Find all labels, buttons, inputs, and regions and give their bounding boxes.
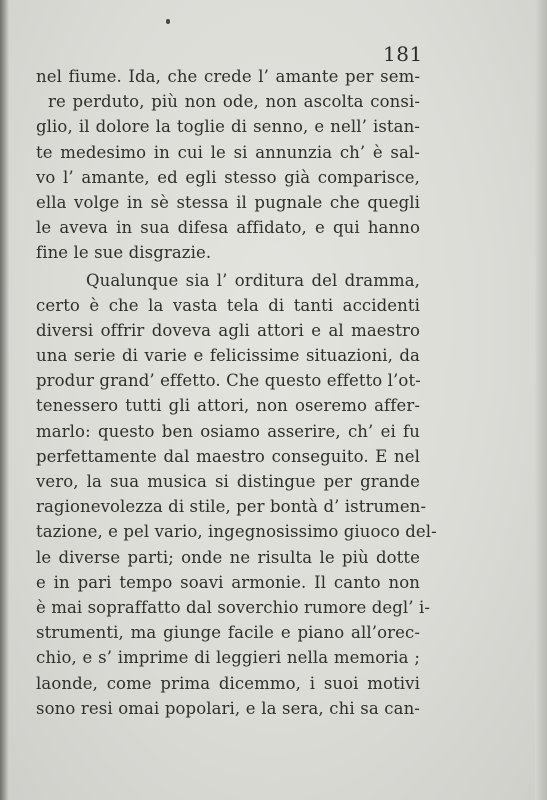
text-line: vero, la sua musica si distingue per grande [36, 472, 420, 491]
text-line: e in pari tempo soavi armonie. Il canto non [36, 572, 420, 592]
text-line: ella volge in sè stessa il pugnale che quegli [36, 192, 420, 212]
text-line: diversi offrir doveva agli attori e al maestro [36, 320, 420, 340]
text-line: glio, il dolore la toglie di senno, e nell’ istan- [36, 117, 420, 137]
page-number: 181 [383, 42, 423, 66]
text-line: è mai sopraffatto dal soverchio rumore degl’ i- [36, 597, 431, 617]
text-line: fine le sue disgrazie. [36, 243, 212, 263]
text-line: laonde, come prima dicemmo, i suoi motivi [36, 673, 420, 693]
text-line: produr grand’ effetto. Che questo effetto l’ot- [36, 371, 421, 391]
text-line: marlo: questo ben osiamo asserire, ch’ ei fu [36, 421, 420, 441]
text-line: ragionevolezza di stile, per bontà d’ istrumen- [36, 497, 427, 517]
text-line: re perduto, più non ode, non ascolta consi- [48, 92, 420, 112]
page-binding-shadow [0, 0, 9, 800]
text-line: vo l’ amante, ed egli stesso già comparisce, [36, 167, 420, 187]
text-line: tazione, e pel vario, ingegnosissimo giuoco del- [36, 522, 437, 542]
text-line: te medesimo in cui le si annunzia ch’ è sal- [36, 142, 420, 162]
text-line: le diverse parti; onde ne risulta le più dotte [36, 547, 420, 567]
ink-speck [166, 19, 170, 24]
body-text [36, 64, 437, 721]
text-line: strumenti, ma giunge facile e piano all’orec- [36, 623, 420, 643]
text-line: chio, e s’ imprime di leggieri nella memoria ; [36, 648, 420, 668]
text-line: certo è che la vasta tela di tanti accidenti [36, 295, 420, 315]
page-edge-shadow [535, 0, 547, 800]
text-line: le aveva in sua difesa affidato, e qui hanno [36, 218, 420, 238]
text-line: tenessero tutti gli attori, non oseremo affer- [36, 396, 420, 416]
text-line: perfettamente dal maestro conseguito. E nel [36, 446, 420, 466]
text-line: sono resi omai popolari, e la sera, chi sa can- [36, 698, 420, 718]
paragraph-first-line: Qualunque sia l’ orditura del dramma, [86, 270, 420, 290]
text-line: una serie di varie e felicissime situazioni, da [36, 346, 420, 366]
text-line: nel fiume. Ida, che crede l’ amante per sem- [36, 67, 420, 86]
